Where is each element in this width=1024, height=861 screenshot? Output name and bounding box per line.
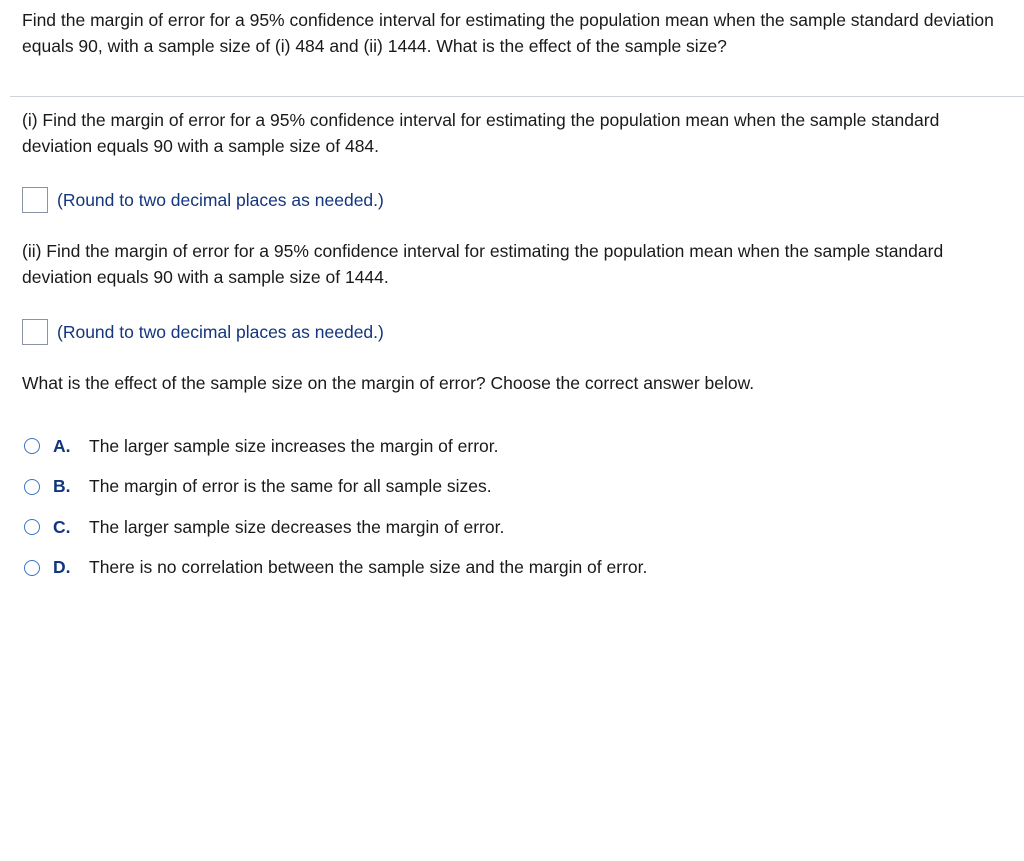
option-b-letter: B. <box>53 476 71 496</box>
option-a-letter: A. <box>53 435 71 456</box>
question-text: Find the margin of error for a 95% confidence interval for estimating the population mean when the sample standard deviation equals 90, with a sample size of (i) 484 and (ii) 1444. What is the effect of the sample size? <box>22 10 994 56</box>
option-c[interactable] <box>24 514 647 540</box>
option-d-letter: D. <box>53 557 71 577</box>
option-b[interactable] <box>24 474 647 500</box>
option-d-text: There is no correlation between the sample size and the margin of error. <box>89 557 648 577</box>
radio-button-icon[interactable] <box>24 479 40 495</box>
part-ii-answer-input[interactable] <box>22 319 48 345</box>
divider <box>10 96 1024 97</box>
part-ii-prompt: (ii) Find the margin of error for a 95% confidence interval for estimating the population mean when the sample standard deviation equals 90 with a sample size of 1444. <box>22 241 944 287</box>
part-i-rounding-note: (Round to two decimal places as needed.) <box>57 189 384 210</box>
option-a[interactable] <box>24 433 647 459</box>
option-d[interactable] <box>24 555 647 581</box>
part-i-prompt: (i) Find the margin of error for a 95% confidence interval for estimating the population mean when the sample standard deviation equals 90 with a sample size of 484. <box>22 110 940 156</box>
option-a-text: The larger sample size increases the margin of error. <box>89 435 499 456</box>
part-i-answer-input[interactable] <box>22 187 48 213</box>
answer-options <box>24 433 647 595</box>
radio-button-icon[interactable] <box>24 438 40 454</box>
option-b-text: The margin of error is the same for all sample sizes. <box>89 476 492 496</box>
radio-button-icon[interactable] <box>24 560 40 576</box>
part-i-answer-row <box>22 186 384 214</box>
part-ii-rounding-note: (Round to two decimal places as needed.) <box>57 321 384 342</box>
option-c-text: The larger sample size decreases the margin of error. <box>89 516 505 537</box>
effect-question-prompt: What is the effect of the sample size on the margin of error? Choose the correct answer below. <box>22 373 755 393</box>
radio-button-icon[interactable] <box>24 519 40 535</box>
part-ii-answer-row <box>22 318 384 346</box>
option-c-letter: C. <box>53 516 71 537</box>
